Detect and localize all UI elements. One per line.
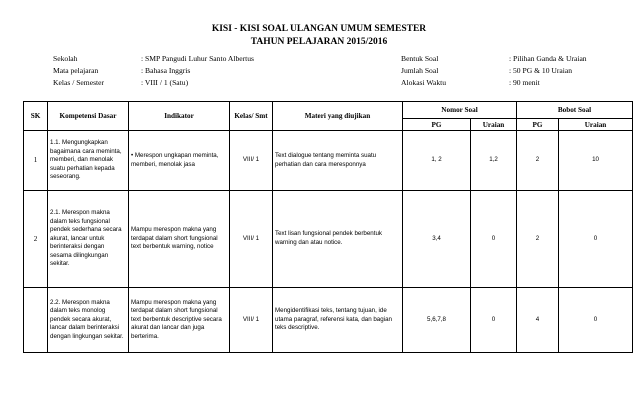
cell-kelas: VIII/ 1: [230, 131, 273, 191]
cell-kompetensi-dasar: 2.2. Merespon makna dalam teks monolog pendek secara akurat, lancar dalam berinteraksi dengan lingkungan sekitar.: [48, 288, 129, 353]
info-jumlah-label: Jumlah Soal: [401, 66, 439, 75]
info-kelas-value: : VIII / 1 (Satu): [141, 78, 189, 87]
info-alokasi-label: Alokasi Waktu: [401, 78, 447, 87]
cell-sk: 2: [24, 191, 48, 288]
cell-kelas: VIII/ 1: [230, 191, 273, 288]
cell-indikator: Mampu merespon makna yang terdapat dalam short fungsional text berbentuk descriptive secara akurat dan lancar dan juga berterima.: [129, 288, 230, 353]
header-sk: SK: [24, 102, 48, 131]
info-sekolah-label: Sekolah: [53, 54, 78, 63]
table-row: [24, 131, 633, 191]
cell-materi: Mengidentifikasi teks, tentang tujuan, ide utama paragraf, referensi kata, dan bagian teks descriptive.: [273, 288, 403, 353]
cell-nomor-pg: 5,6,7,8: [403, 288, 471, 353]
cell-nomor-pg: 1, 2: [403, 131, 471, 191]
cell-sk: [24, 288, 48, 353]
info-kelas-label: Kelas / Semester: [53, 78, 105, 87]
table-row: [24, 191, 633, 288]
info-bentuk-value: : Pilihan Ganda & Uraian: [509, 54, 587, 63]
header-bobot-pg: PG: [517, 119, 559, 131]
header-bobot-uraian: Uraian: [559, 119, 633, 131]
header-indikator: Indikator: [129, 102, 230, 131]
header-kompetensi-dasar: Kompetensi Dasar: [48, 102, 129, 131]
document-subtitle: TAHUN PELAJARAN 2015/2016: [250, 37, 388, 47]
info-bentuk-label: Bentuk Soal: [401, 54, 439, 63]
cell-bobot-pg: 2: [517, 191, 559, 288]
cell-nomor-uraian: 0: [471, 191, 517, 288]
cell-indikator: • Merespon ungkapan meminta, memberi, menolak jasa: [129, 131, 230, 191]
header-materi: Materi yang diujikan: [273, 102, 403, 131]
cell-materi: Text dialogue tentang meminta suatu perhatian dan cara meresponnya: [273, 131, 403, 191]
cell-bobot-pg: 2: [517, 131, 559, 191]
cell-indikator: Mampu merespon makna yang terdapat dalam short fungsional text berbentuk warning, notice: [129, 191, 230, 288]
cell-bobot-pg: 4: [517, 288, 559, 353]
header-bobot-soal: Bobot Soal: [517, 102, 633, 119]
cell-bobot-uraian: 0: [559, 288, 633, 353]
table-header-row: [24, 102, 633, 119]
info-alokasi-value: : 90 menit: [509, 78, 540, 87]
header-nomor-pg: PG: [403, 119, 471, 131]
cell-kompetensi-dasar: 1.1. Mengungkapkan bagaimana cara meminta, memberi, dan menolak suatu perhatian kepada seseorang.: [48, 131, 129, 191]
cell-kelas: VIII/ 1: [230, 288, 273, 353]
document-title: KISI - KISI SOAL ULANGAN UMUM SEMESTER: [211, 24, 427, 34]
info-mapel-value: : Bahasa Inggris: [141, 66, 191, 75]
cell-nomor-uraian: 1,2: [471, 131, 517, 191]
cell-kompetensi-dasar: 2.1. Merespon makna dalam teks fungsional pendek sederhana secara akurat, lancar untuk berinteraksi dengan sesama dilingkungan sekitar.: [48, 191, 129, 288]
cell-nomor-uraian: 0: [471, 288, 517, 353]
info-sekolah-value: : SMP Pangudi Luhur Santo Albertus: [141, 54, 254, 63]
info-mapel-label: Mata pelajaran: [53, 66, 99, 75]
cell-sk: 1: [24, 131, 48, 191]
cell-nomor-pg: 3,4: [403, 191, 471, 288]
header-nomor-soal: Nomor Soal: [403, 102, 517, 119]
header-nomor-uraian: Uraian: [471, 119, 517, 131]
cell-materi: Text lisan fungsional pendek berbentuk warning dan atau notice.: [273, 191, 403, 288]
cell-bobot-uraian: 0: [559, 191, 633, 288]
info-jumlah-value: : 50 PG & 10 Uraian: [509, 66, 573, 75]
table-row: [24, 288, 633, 353]
kisi-kisi-table: [23, 101, 633, 353]
header-kelas-smt: Kelas/ Smt: [230, 102, 273, 131]
cell-bobot-uraian: 10: [559, 131, 633, 191]
